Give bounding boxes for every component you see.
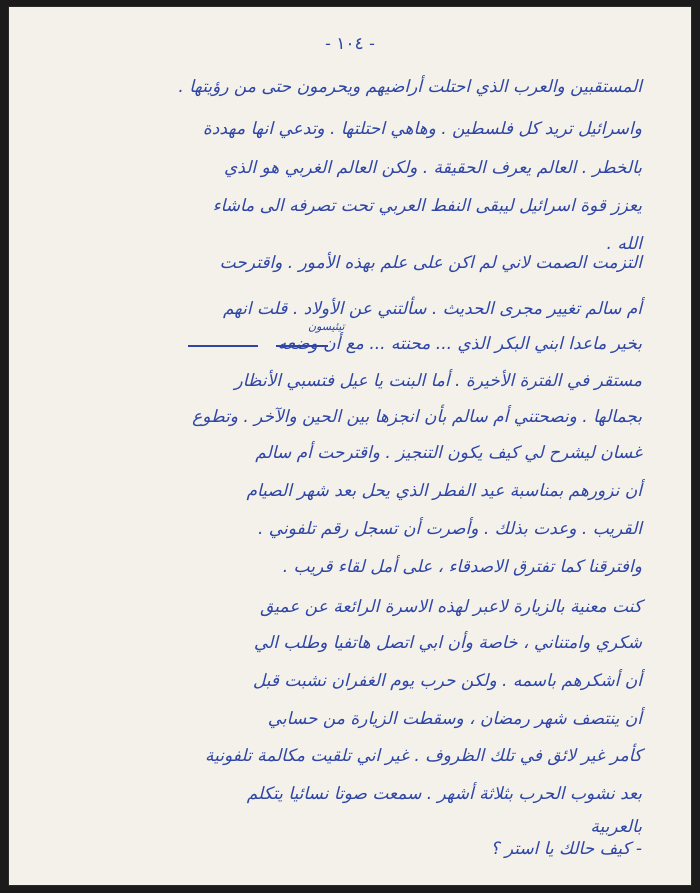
text-line: شكري وامتناني ، خاصة وأن ابي اتصل هاتفيا وطلب الي	[253, 633, 642, 653]
text-line: واسرائيل تريد كل فلسطين . وهاهي احتلتها . وتدعي انها مهددة	[202, 119, 642, 139]
text-line: بعد نشوب الحرب بثلاثة أشهر . سمعت صوتا نسائيا يتكلم	[246, 784, 642, 804]
text-line: التزمت الصمت لاني لم اكن على علم بهذه الأمور . واقترحت	[219, 253, 642, 273]
text-line: أن نزورهم بمناسبة عيد الفطر الذي يحل بعد شهر الصيام	[246, 481, 642, 501]
text-line: كنت معنية بالزيارة لاعبر لهذه الاسرة الرائعة عن عميق	[260, 597, 642, 617]
text-line: بخير ماعدا ابني البكر الذي ... محنته ... مع أن وضعه	[277, 334, 642, 354]
text-line: يعزز قوة اسرائيل ليبقى النفط العربي تحت تصرفه الى ماشاء	[212, 196, 642, 216]
text-line: أن أشكرهم باسمه . ولكن حرب يوم الغفران نشبت قبل	[252, 671, 642, 691]
strikethrough-mark	[276, 345, 328, 347]
handwritten-text	[8, 6, 692, 886]
interlinear-insertion: تيئيسون	[308, 320, 345, 333]
text-line: غسان ليشرح لي كيف يكون التنجيز . واقترحت أم سالم	[255, 443, 642, 463]
letter-page	[8, 6, 692, 886]
text-line: أن ينتصف شهر رمضان ، وسقطت الزيارة من حسابي	[267, 709, 642, 729]
strikethrough-mark	[188, 345, 258, 347]
page-number: - ١٠٤ -	[325, 34, 375, 54]
text-line: الله .	[606, 234, 642, 254]
text-line: وافترقنا كما تفترق الاصدقاء ، على أمل لقاء قريب .	[282, 557, 642, 577]
text-line: المستقبين والعرب الذي احتلت أراضيهم ويحرمون حتى من رؤيتها .	[178, 77, 642, 97]
text-line: بجمالها . ونصحتني أم سالم بأن انجزها بين الحين والآخر . وتطوع	[192, 407, 642, 427]
text-line: أم سالم تغيير مجرى الحديث . سألتني عن الأولاد . قلت انهم	[222, 299, 642, 319]
text-line: كأمر غير لائق في تلك الظروف . غير اني تلقيت مكالمة تلفونية	[205, 746, 642, 766]
text-line: - كيف حالك يا استر ؟	[490, 839, 642, 859]
text-line: بالعربية	[590, 817, 642, 837]
text-line: القريب . وعدت بذلك . وأصرت أن تسجل رقم تلفوني .	[258, 519, 642, 539]
text-line: مستقر في الفترة الأخيرة . أما البنت يا عيل فتسبي الأنظار	[234, 371, 642, 391]
text-line: بالخطر . العالم يعرف الحقيقة . ولكن العالم الغربي هو الذي	[223, 158, 642, 178]
